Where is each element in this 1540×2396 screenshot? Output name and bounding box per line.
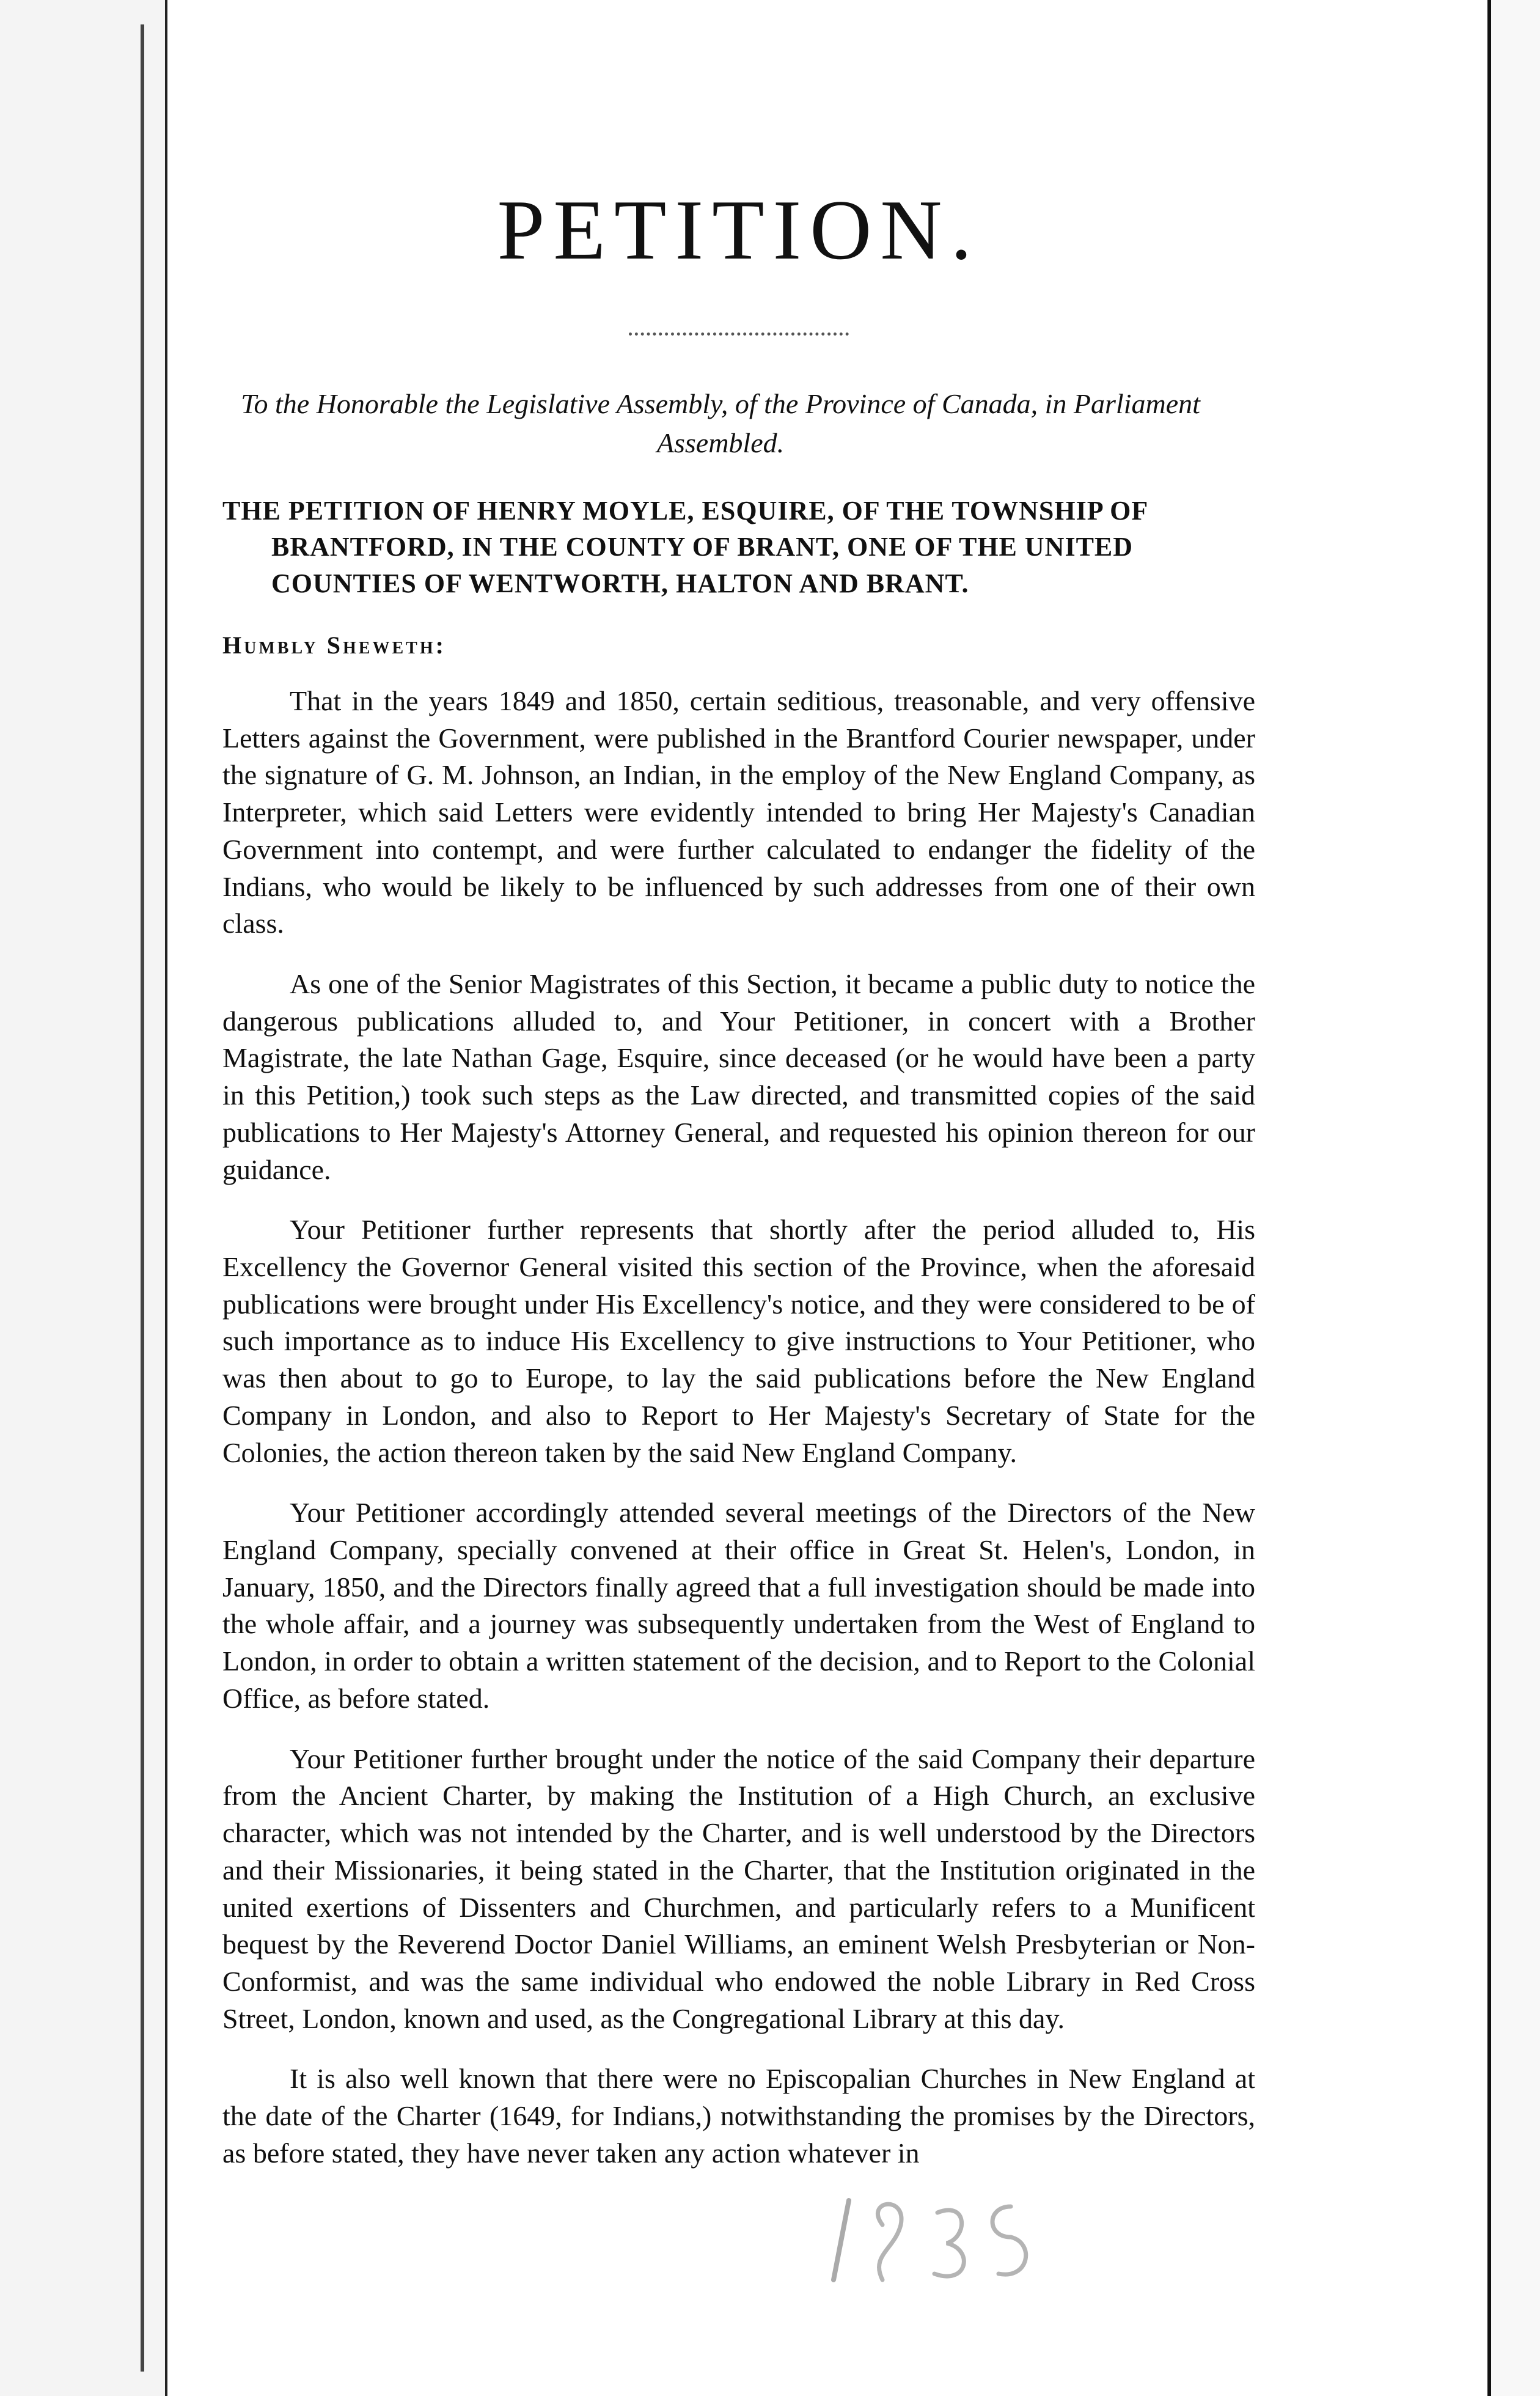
paragraph-3: Your Petitioner further represents that shortly after the period alluded to, His Excellency the Governor General visited this section of the Province, when the aforesaid publications were brought under His Excellency's notice, and they were considered to be of such importance as to induce His Excellency to give instructions to Your Petitioner, who was then about to go to Europe, to lay the said publications before the New England Company in London, and also to Report to Her Majesty's Secretary of State for the Colonies, the action thereon taken by the said New England Company. <box>222 1214 1255 1468</box>
paragraph-6: It is also well known that there were no Episcopalian Churches in New England at the date of the Charter (1649, for Indians,) notwithstanding the promises by the Directors, as before stated, they have never taken any action whatever in <box>222 2063 1255 2169</box>
handwritten-date-mark <box>815 2188 1060 2292</box>
salutation: Humbly Sheweth: <box>222 631 446 659</box>
document-body <box>222 183 1255 2172</box>
page-title: PETITION. <box>497 183 981 277</box>
paragraph-1: That in the years 1849 and 1850, certain seditious, treasonable, and very offensive Letters against the Government, were published in the Brantford Courier newspaper, under the signature of G. M. Johnson, an Indian, in the employ of the New England Company, as Interpreter, which said Letters were evidently intended to bring Her Majesty's Canadian Government into contempt, and were further calculated to endanger the fidelity of the Indians, who would be likely to be influenced by such addresses from one of their own class. <box>222 685 1255 939</box>
document-page <box>167 0 1487 2396</box>
petition-heading: THE PETITION OF HENRY MOYLE, ESQUIRE, OF THE TOWNSHIP OF BRANTFORD, IN THE COUNTY OF BRANT, ONE OF THE UNITED COUNTIES OF WENTWORTH, HALTON AND BRANT. <box>222 495 1148 598</box>
paragraph-4: Your Petitioner accordingly attended several meetings of the Directors of the New England Company, specially convened at their office in Great St. Helen's, London, in January, 1850, and the Directors finally agreed that a full investigation should be made into the whole affair, and a journey was subsequently undertaken from the West of England to London, in order to obtain a written statement of the decision, and to Report to the Colonial Office, as before stated. <box>222 1497 1255 1714</box>
title-divider <box>629 333 849 336</box>
paragraph-2: As one of the Senior Magistrates of this Section, it became a public duty to notice the dangerous publications alluded to, and Your Petitioner, in concert with a Brother Magistrate, the late Nathan Gage, Esquire, since deceased (or he would have been a party in this Petition,) took such steps as the Law directed, and transmitted copies of the said publications to Her Majesty's Attorney General, and requested his opinion thereon for our guidance. <box>222 968 1255 1185</box>
left-page-edge <box>0 0 167 2396</box>
address-line: To the Honorable the Legislative Assembly, of the Province of Canada, in Parliament Assembled. <box>241 388 1200 459</box>
paragraph-5: Your Petitioner further brought under the notice of the said Company their departure from the Ancient Charter, by making the Institution of a High Church, an exclusive character, which was not intended by the Charter, and is well understood by the Directors and their Missionaries, it being stated in the Charter, that the Institution originated in the united exertions of Dissenters and Churchmen, and particularly refers to a Munificent bequest by the Reverend Doctor Daniel Williams, an eminent Welsh Presbyterian or Non-Conformist, and was the same individual who endowed the noble Library in Red Cross Street, London, known and used, as the Congregational Library at this day. <box>222 1743 1255 2034</box>
right-page-edge <box>1487 0 1540 2396</box>
